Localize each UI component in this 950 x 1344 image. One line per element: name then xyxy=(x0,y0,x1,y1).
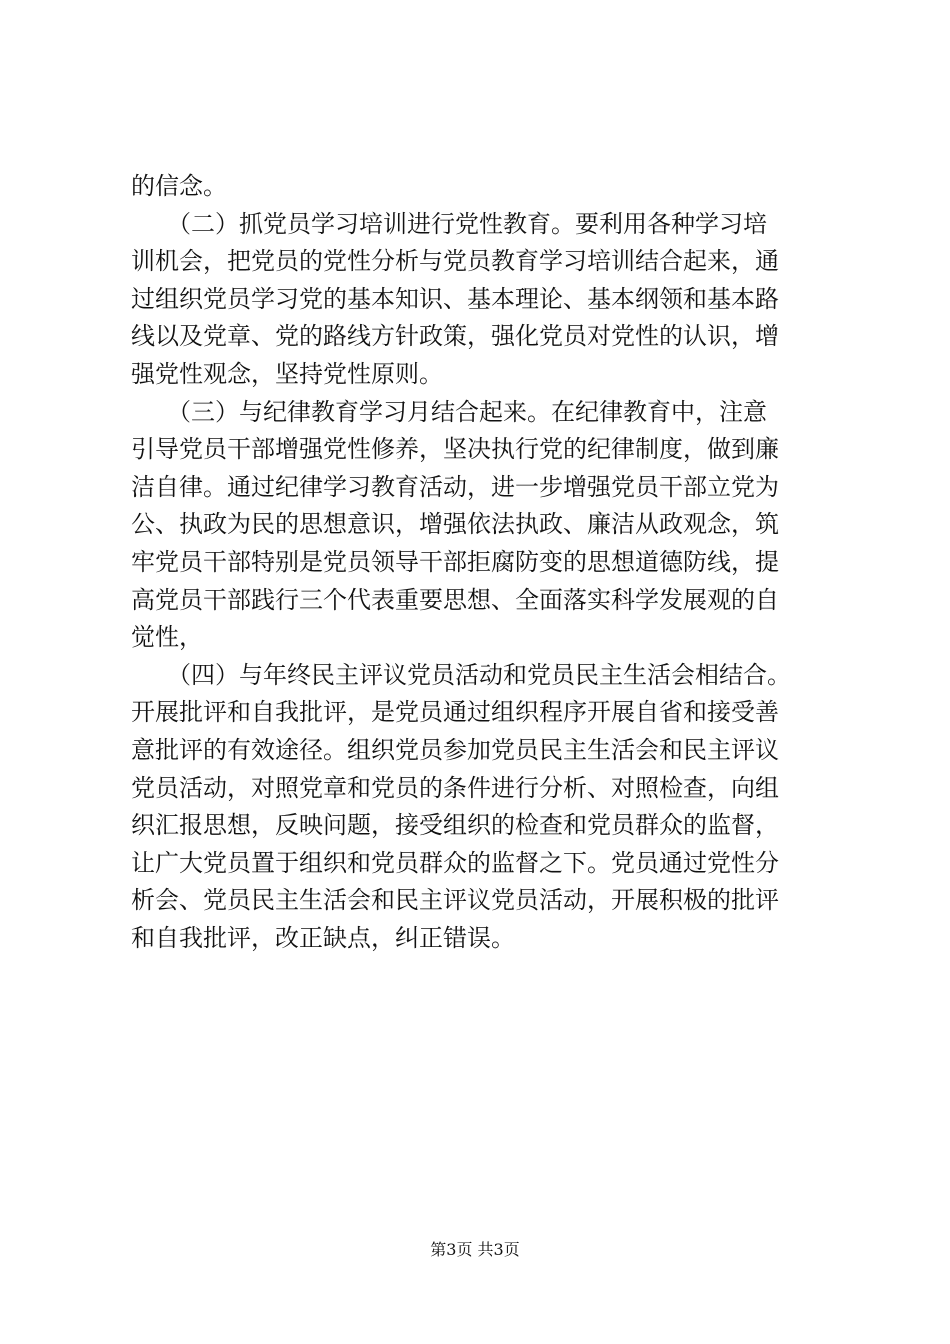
text-line: 线以及党章、党的路线方针政策，强化党员对党性的认识，增 xyxy=(131,322,779,351)
text-line: 高党员干部践行三个代表重要思想、全面落实科学发展观的自 xyxy=(131,585,779,614)
text-line: 党员活动，对照党章和党员的条件进行分析、对照检查，向组 xyxy=(131,773,779,802)
text-line: 和自我批评，改正缺点，纠正错误。 xyxy=(131,923,515,952)
text-line: （二）抓党员学习培训进行党性教育。要利用各种学习培 xyxy=(131,209,767,238)
text-line: 的信念。 xyxy=(131,172,227,200)
text-line: 觉性， xyxy=(131,623,203,652)
text-line: 让广大党员置于组织和党员群众的监督之下。党员通过党性分 xyxy=(131,848,779,877)
text-line: 强党性观念，坚持党性原则。 xyxy=(131,359,443,388)
text-line: 公、执政为民的思想意识，增强依法执政、廉洁从政观念，筑 xyxy=(131,510,779,539)
text-line: 牢党员干部特别是党员领导干部拒腐防变的思想道德防线，提 xyxy=(131,547,779,576)
page-footer: 第3页 共3页 xyxy=(430,1240,520,1259)
text-line: 析会、党员民主生活会和民主评议党员活动，开展积极的批评 xyxy=(131,886,779,915)
text-line: （四）与年终民主评议党员活动和党员民主生活会相结合。 xyxy=(131,660,791,689)
text-line: 织汇报思想，反映问题，接受组织的检查和党员群众的监督， xyxy=(131,811,779,840)
text-line: 开展批评和自我批评，是党员通过组织程序开展自省和接受善 xyxy=(131,698,779,727)
text-line: 洁自律。通过纪律学习教育活动，进一步增强党员干部立党为 xyxy=(131,472,779,501)
text-line: 引导党员干部增强党性修养，坚决执行党的纪律制度，做到廉 xyxy=(131,435,779,464)
body-text xyxy=(131,168,831,957)
text-line: 训机会，把党员的党性分析与党员教育学习培训结合起来，通 xyxy=(131,247,779,276)
text-line: 意批评的有效途径。组织党员参加党员民主生活会和民主评议 xyxy=(131,735,779,764)
text-line: （三）与纪律教育学习月结合起来。在纪律教育中，注意 xyxy=(131,397,767,426)
text-line: 过组织党员学习党的基本知识、基本理论、基本纲领和基本路 xyxy=(131,284,779,313)
